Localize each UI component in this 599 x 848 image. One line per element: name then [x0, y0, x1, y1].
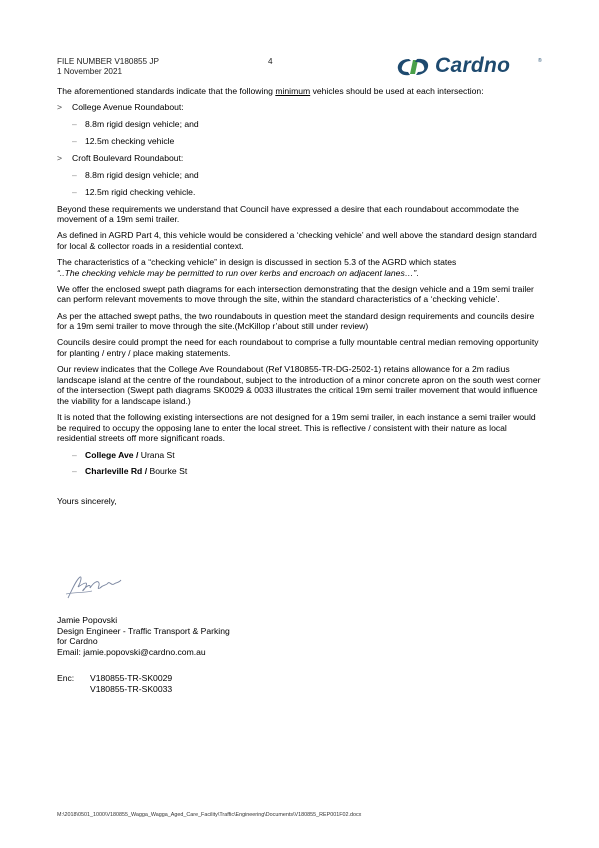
- paragraph-offer: We offer the enclosed swept path diagrams for each intersection demonstrating that the design vehicle and a 19m semi trailer can perform relevant movements to move through the site, within the standard characteristics of a ‘checking vehicle’.: [57, 283, 534, 305]
- cardno-logo-mark-icon: [396, 57, 430, 77]
- bullet-marker: >: [57, 152, 63, 163]
- dash-marker: –: [72, 449, 77, 460]
- signatory-email: Email: jamie.popovski@cardno.com.au: [57, 646, 206, 657]
- intersection-item: – College Ave / Urana St: [72, 449, 175, 460]
- cardno-logo: [396, 55, 546, 79]
- paragraph-noted: It is noted that the following existing intersections are not designed for a 19m semi trailer, in each instance a semi trailer would be required to occupy the opposing lane to enter the local street. This is reflective / consistent with their nature as local residential streets off more significant roads.: [57, 412, 536, 444]
- dash-marker: –: [72, 186, 77, 197]
- dash-marker: –: [72, 466, 77, 477]
- letter-body: [57, 86, 545, 512]
- paragraph-beyond: Beyond these requirements we understand that Council have expressed a desire that each roundabout accommodate the movement of a 19m semi trailer.: [57, 203, 519, 225]
- sub-list-item: – 8.8m rigid design vehicle; and: [72, 119, 199, 130]
- page-number: 4: [268, 57, 273, 66]
- agrd-quote: “..The checking vehicle may be permitted to run over kerbs and encroach on adjacent lanes…”: [57, 267, 417, 278]
- list-item-croft-boulevard: > Croft Boulevard Roundabout:: [57, 152, 184, 163]
- signatory-name: Jamie Popovski: [57, 615, 118, 625]
- enclosures-list: [90, 673, 172, 694]
- salutation: Yours sincerely,: [57, 496, 117, 507]
- signature-block: [57, 615, 230, 657]
- letter-date: 1 November 2021: [57, 67, 123, 76]
- paragraph-review: Our review indicates that the College Ave Roundabout (Ref V180855-TR-DG-2502-1) retains allowance for a 2m radius landscape island at the centre of the roundabout, subject to the introduction of a minor concrete apron on the south west corner of the intersection (Swept path diagrams SK0029 & 0033 illustrates the critical 19m semi trailer movement that would influence the viability for a landscape island.): [57, 364, 541, 406]
- footer-file-path: M:\2018\0501_1000\V180855_Wagga_Wagga_Aged_Care_Facility\Traffic\Engineering\Documents\V180855_REP001F02.docx: [57, 812, 362, 818]
- dash-marker: –: [72, 119, 77, 130]
- file-number-block: [57, 57, 159, 77]
- sub-list-item: – 8.8m rigid design vehicle; and: [72, 169, 199, 180]
- intersection-item: – Charleville Rd / Bourke St: [72, 466, 188, 477]
- paragraph-characteristics: The characteristics of a “checking vehicle” in design is discussed in section 5.3 of the AGRD which states “..The checking vehicle may be permitted to run over kerbs and encroach on adjacent lanes…”.: [57, 257, 457, 278]
- intro-paragraph: The aforementioned standards indicate that the following minimum vehicles should be used at each intersection:: [57, 86, 484, 96]
- emphasis-minimum: minimum: [275, 86, 311, 96]
- enclosure-item: V180855-TR-SK0029: [90, 673, 173, 683]
- paragraph-agrd: As defined in AGRD Part 4, this vehicle would be considered a ‘checking vehicle’ and well above the standard design standard for local & collector roads in a residential context.: [57, 230, 537, 251]
- enclosure-item: V180855-TR-SK0033: [90, 683, 173, 694]
- sub-list-item: – 12.5m checking vehicle: [72, 135, 175, 146]
- paragraph-per-attached: As per the attached swept paths, the two roundabouts in question meet the standard design requirements and councils desire for a 19m semi trailer to move through the site.(McKillop r’about still under review): [57, 310, 535, 332]
- signatory-title: Design Engineer - Traffic Transport & Parking: [57, 625, 230, 636]
- signatory-company: for Cardno: [57, 636, 98, 647]
- file-number: FILE NUMBER V180855 JP: [57, 57, 159, 66]
- dash-marker: –: [72, 169, 77, 180]
- list-item-college-avenue: > College Avenue Roundabout:: [57, 102, 184, 113]
- sub-list-item: – 12.5m rigid checking vehicle.: [72, 186, 196, 197]
- logo-wordmark: Cardno: [435, 54, 511, 77]
- handwritten-signature: [64, 572, 134, 604]
- enclosures-label: Enc:: [57, 673, 75, 683]
- dash-marker: –: [72, 135, 77, 146]
- bullet-marker: >: [57, 102, 63, 113]
- logo-registered-mark: ®: [538, 58, 542, 64]
- paragraph-councils-desire: Councils desire could prompt the need for each roundabout to comprise a fully mountable central median removing opportunity for planting / entry / place making statements.: [57, 337, 539, 359]
